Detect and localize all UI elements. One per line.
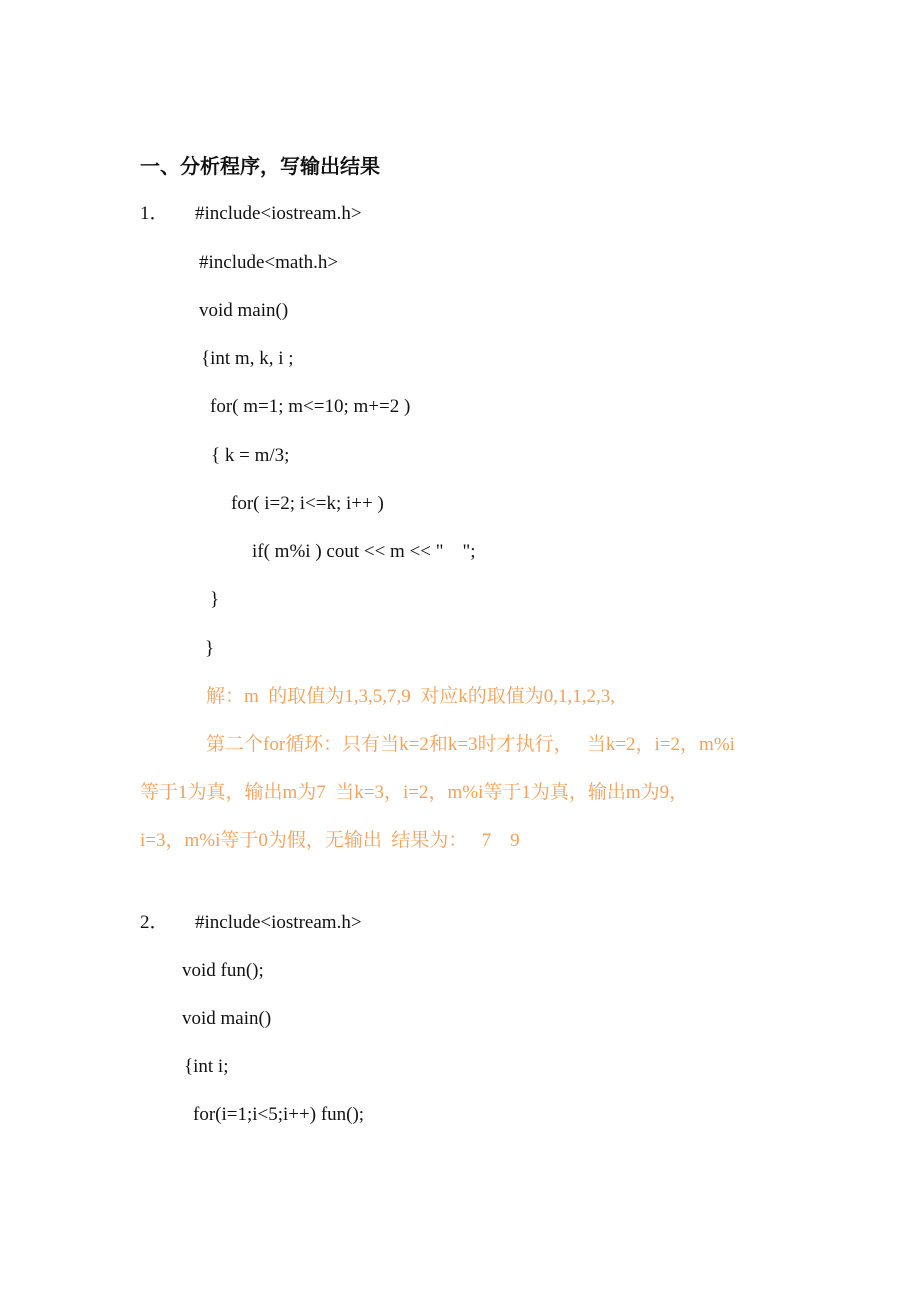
- code-line: for( m=1; m<=10; m+=2 ): [210, 396, 411, 417]
- code-line: void fun();: [182, 960, 264, 981]
- answer-line: i=3，m%i等于0为假，无输出 结果为： 7 9: [140, 830, 520, 851]
- code-line: { k = m/3;: [211, 445, 290, 466]
- code-line: }: [205, 638, 215, 659]
- code-line: #include<iostream.h>: [195, 912, 362, 933]
- question-2-number: 2．: [140, 912, 169, 933]
- question-1-number: 1．: [140, 203, 169, 224]
- code-line: for( i=2; i<=k; i++ ): [231, 493, 384, 514]
- code-line: void main(): [182, 1008, 272, 1029]
- code-line: #include<iostream.h>: [195, 203, 362, 224]
- answer-line: 解：m 的取值为1,3,5,7,9 对应k的取值为0,1,1,2,3,: [206, 686, 616, 707]
- code-line: if( m%i ) cout << m << " ";: [252, 541, 476, 562]
- answer-line: 等于1为真，输出m为7 当k=3，i=2，m%i等于1为真，输出m为9，: [140, 782, 689, 803]
- code-line: void main(): [199, 300, 289, 321]
- section-heading: 一、分析程序，写输出结果: [140, 156, 380, 178]
- answer-line: 第二个for循环：只有当k=2和k=3时才执行， 当k=2，i=2，m%i: [206, 734, 735, 755]
- code-line: {int i;: [184, 1056, 229, 1077]
- code-line: #include<math.h>: [199, 252, 339, 273]
- code-line: }: [210, 589, 220, 610]
- code-line: {int m, k, i ;: [201, 348, 294, 369]
- code-line: for(i=1;i<5;i++) fun();: [193, 1104, 365, 1125]
